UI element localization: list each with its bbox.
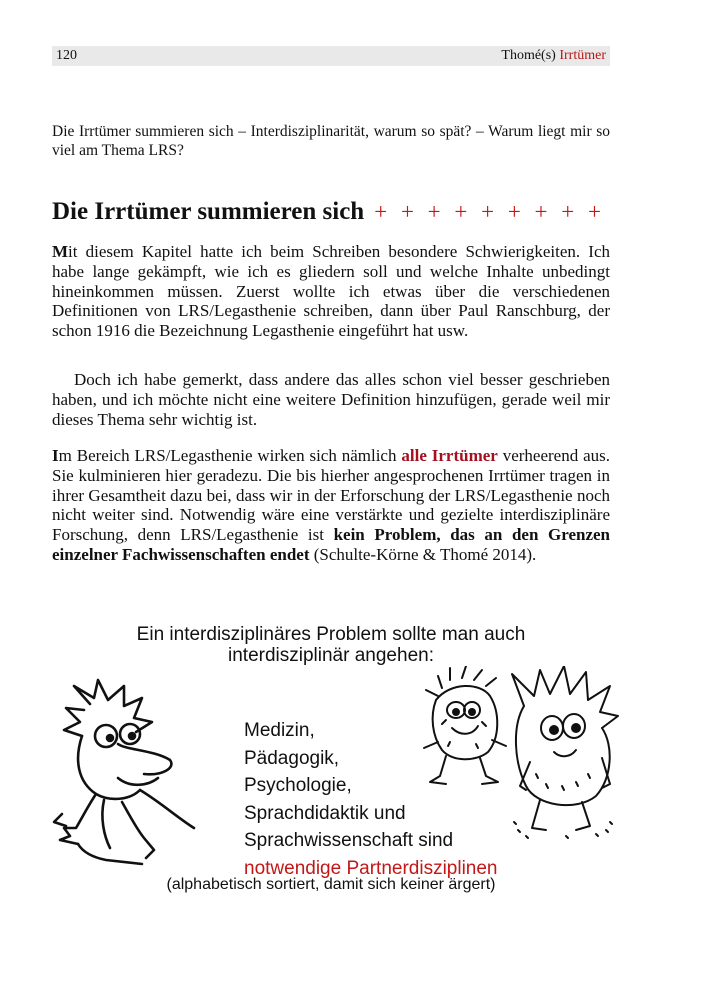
paragraph-1 (52, 242, 610, 341)
section-intro: Die Irrtümer summieren sich – Interdisziplinarität, warum so spät? – Warum liegt mir so viel am Thema LRS? (52, 123, 610, 159)
running-title (501, 46, 606, 66)
sorting-note: (alphabetisch sortiert, damit sich keiner ärgert) (166, 876, 496, 893)
discipline-item: Sprachdidaktik und (244, 802, 406, 824)
paragraph-3-part1: m Bereich LRS/Legasthenie wirken sich nämlich (58, 446, 397, 465)
citation: (Schulte-Körne & Thomé 2014). (313, 544, 537, 564)
section-heading (52, 196, 610, 228)
heading-decoration: + + + + + + + + + (374, 199, 605, 224)
quote-line-2: interdisziplinär angehen: (228, 645, 434, 666)
quote-block (52, 624, 610, 666)
bold-statement: kein Problem, das an den Grenzen einzelner Fachwissenschaften endet (52, 525, 611, 564)
partner-disciplines-text: notwendige Partnerdisziplinen (244, 857, 498, 879)
discipline-list (244, 717, 498, 882)
paragraph-1-text: it diesem Kapitel hatte ich beim Schreiben besondere Schwierigkeiten. Ich habe lange gekämpft, wie ich es gliedern soll und welche Inhalte unbedingt hineinkommen müssen. Zuerst wollte ich etwas über die verschiedenen Definitionen von LRS/Legasthenie schreiben, dann über Paul Ranschburg, der schon 1916 die Bezeichnung Legasthenie eingeführt hat usw. (52, 242, 610, 341)
heading-text: Die Irrtümer summieren sich (52, 198, 365, 225)
running-header (52, 46, 610, 66)
discipline-item: Sprachwissenschaft sind (244, 830, 454, 851)
cartoon-character-left (44, 678, 216, 868)
discipline-item: Pädagogik, (244, 747, 340, 769)
dropcap-i: I (52, 446, 59, 465)
paragraph-3-part2: verheerend aus. Sie kulminieren hier geradezu. Die bis hierher angesprochenen Irrtümer tragen in ihrer Gesamtheit dazu bei, dass wir in der Erforschung der LRS/Legasthenie noch nicht weiter sind. Notwendig wäre eine verstärkte und gezielte interdisziplinäre Forschung, denn LRS/Legasthenie ist (52, 446, 611, 545)
paragraph-2: Doch ich habe gemerkt, dass andere das alles schon viel besser geschrieben haben, und ich möchte nicht eine weitere Definition hinzufügen, gerade weil mir dieses Thema sehr wichtig ist. (52, 370, 610, 429)
quote-line-1: Ein interdisziplinäres Problem sollte man auch (136, 624, 526, 645)
discipline-item: Psychologie, (244, 775, 352, 796)
cartoon-character-right (506, 666, 622, 846)
paragraph-3 (52, 446, 610, 565)
running-title-prefix: Thomé(s) (501, 48, 556, 63)
dropcap-m: M (52, 242, 69, 261)
running-title-accent: Irrtümer (559, 48, 606, 63)
page-number: 120 (56, 48, 77, 63)
highlight-alle-irrtuemer: alle Irrtümer (401, 446, 498, 465)
discipline-item: Medizin, (244, 720, 315, 741)
